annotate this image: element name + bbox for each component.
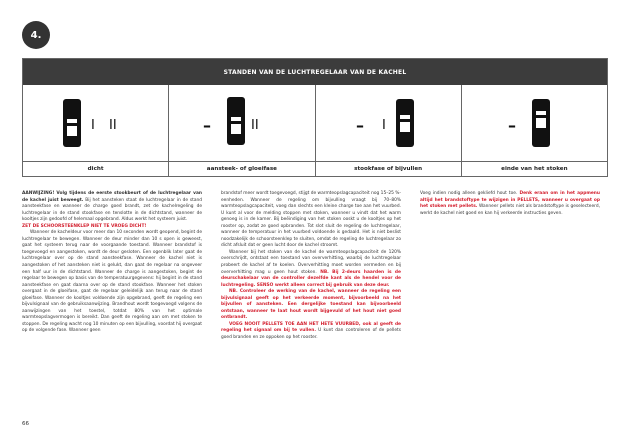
paragraph: AANWIJZING! Volg tijdens de eerste stookbeurt of de luchtregelaar van de kachel juist beweegt. Bij het aansteken staat de luchtregelaar in de stand aansteekfase en wanneer de charge goed brandt, zet de kachelregeling de luchtregelaar in de stand stookfase en tenslotte in de dichtstand, wanneer de kooltjes zijn gedoofd of helemaal opgebrand. Aldus werkt het systeem juist. ZET DE SCHOORSTEENKLEP NIET TE VROEG DICHT!	[22, 191, 202, 229]
table-label-row	[23, 162, 607, 176]
regulator-burning-icon	[316, 85, 462, 161]
position-cell-burning	[316, 85, 462, 161]
mark-right: II	[251, 118, 259, 133]
warning-text: AANWIJZING! Volg tijdens de eerste stookbeurt of de luchtregelaar van de kachel juist beweegt.	[22, 191, 202, 203]
position-cell-closed	[23, 85, 169, 161]
step-number-badge: 4.	[22, 21, 50, 49]
mark-left: –	[203, 116, 212, 135]
label-end: einde van het stoken	[501, 166, 568, 172]
regulator-end-icon	[462, 85, 608, 161]
regulator-closed-icon	[23, 85, 169, 161]
paragraph: Voeg indien nodig alleen gekliefd hout toe. Denk eraan om in het appmenu altijd het brandstoftype te wijzigen in PELLETS, wanneer u overgaat op het stoken met pellets. Wanneer pellets niet als brandstoftype is geselecteerd, werkt de kachel niet goed en kan hij verkeerde instructies geven.	[420, 191, 600, 216]
regulator-ignition-icon	[169, 85, 315, 161]
position-cell-ignition	[169, 85, 315, 161]
mark-left: –	[507, 116, 516, 135]
label-ignition: aansteek- of gloeifase	[169, 162, 315, 176]
damper-warning: ZET DE SCHOORSTEENKLEP NIET TE VROEG DICHT!	[22, 223, 147, 229]
mark-left: I	[91, 118, 95, 133]
table-illustration-row	[23, 85, 607, 162]
paragraph: brandstof meer wordt toegevoegd, stijgt de warmteopslagcapaciteit nog 15–25 %-eenheden. Wanneer de regeling om bijvulling vraagt bij 70–80% warmteopslagcapaciteit, voeg dan slechts een kleine charge toe aan het vuurbed. U kunt al voor de melding stoppen met stoken, wanneer u vindt dat het warm genoeg is in de kamer. Bij beëindiging van het stoken ooskt u de kooltjes op het rooster op, zodat ze goed opbranden. Tot slot sluit de regeling de luchtregelaar, wanneer de temperatuur in het vuurbed voldoende is gedaald. Het is niet beslist noodzakelijk de schoorsteenklep te sluiten, omdat de regeling de luchtregelaar zo dicht afsluit dat er geen lucht door de kachel stroomt.	[221, 191, 401, 249]
paragraph: NB. Controleer de werking van de kachel, wanneer de regeling een bijvulsignaal geeft op het verkeerde moment, bijvoorbeeld na het bijvullen of aansteken. Een dergelijke toestand kan bijvoorbeeld ontstaan, wanneer te laat hout wordt bijgevuld of het hout niet goed ontbrandt.	[221, 289, 401, 321]
label-closed: dicht	[23, 162, 169, 176]
paragraph: Wanneer bij het stoken van de kachel de warmteopslagcapaciteit de 120% overschrijdt, ontstaat een toestand van oververhitting, waarbij de luchtregelaar probeert de kachel af te koelen. Oververhitting moet worden vermeden en bij oververhitting mag u geen hout stoken. NB. Bij 2-deurs haarden is de deurschakelaar van de controller dezelfde kant als de hendel voor de luchtregeling. SENSO werkt alleen correct bij gebruik van deze deur.	[221, 249, 401, 288]
position-cell-end	[462, 85, 607, 161]
text-column-2	[221, 191, 401, 342]
table-header: STANDEN VAN DE LUCHTREGELAAR VAN DE KACHEL	[23, 59, 607, 85]
mark-right: II	[109, 118, 117, 133]
label-burning: stookfase of bijvullen	[316, 162, 462, 176]
mark-left: –	[355, 116, 364, 135]
text-column-1	[22, 191, 202, 335]
mark-right: I	[381, 118, 386, 133]
page-number: 66	[22, 421, 29, 427]
regulator-positions-table	[22, 58, 608, 177]
paragraph: Wanneer de kacheldeur voor meer dan 10 seconden wordt geopend, begint de luchtregelaar te bewegen. Wanneer de deur minder dan 10 s open is geweest, gaat het systeem terug naar de voorgaande toestand. Wanneer brandstof is toegevoegd en aangestoken, wordt de deur gesloten. Een ogenblik later gaat de luchtregelaar over op de stand aansteekfase. Wanneer de kachel niet is aangestoken of het aansteken niet is gelukt, dan gaat de regelaar na ongeveer een half uur in de dichtstand. Wanneer de charge is aangestoken, begint de regelaar te bewegen op basis van de temperatuurgegevens: hij begint in de stand aansteekfase en gaat daarna over op de stand stookfase. Wanneer het stoken overgaat in de gloeifase, gaat de regelaar geleidelijk aan terug naar de stand gloeifase. Wanneer de kooltjes voldoende zijn opgebrand, geeft de regeling een bijvulsignaal van de gebruiksaanwijzing. Brandhout wordt toegevoegd volgens de aanwijzingen van het toestel, totdat 80% van het optimale warmteopslagvermogen is bereikt. Dan geeft de regeling aan om met stoken te stoppen. De regeling wacht nog 10 minuten op een bijvulling, voordat hij overgaat op de volgende fase. Wanneer geen	[22, 230, 202, 334]
paragraph: VOEG NOOIT PELLETS TOE AAN HET HETE VUURBED, ook al geeft de regeling het signaal om bij te vullen. U kunt dan controleren of de pellets goed branden en ze oppoken op het rooster.	[221, 321, 401, 341]
text-column-3	[420, 191, 600, 217]
